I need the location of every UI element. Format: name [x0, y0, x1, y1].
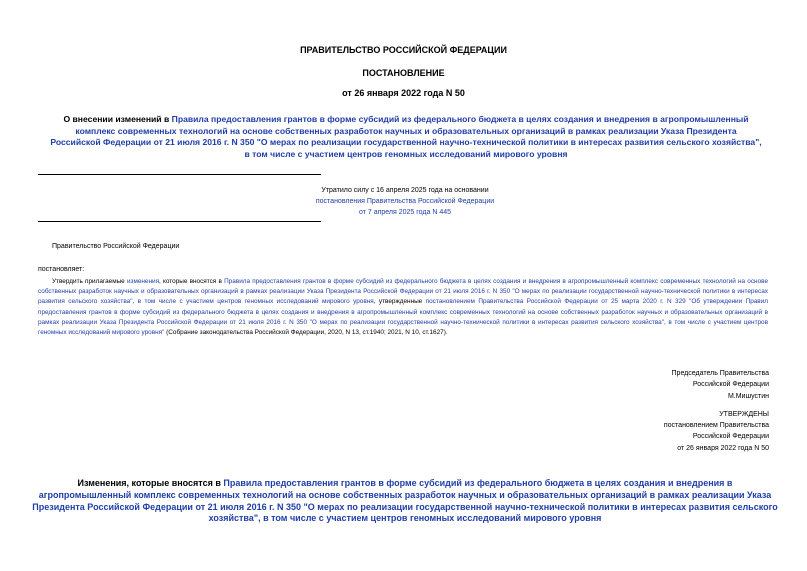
status-line: Утратило силу с 16 апреля 2025 года на основании — [321, 187, 489, 194]
resolution-paragraph — [38, 277, 768, 338]
divider-bottom — [38, 221, 321, 222]
changes-title-rules-link[interactable]: Правила предоставления грантов в форме субсидий из федерального бюджета в целях создания и внедрения в агропромышленный комплекс современных технологий на основе собственных разработок научных и образовательных организаций в рамках реализации Указа Президента Российской Федерации от 21 июля 2016 г. N 350 "О мерах по реализации государственной научно-технической политики в интересах развития сельского хозяйства", в том числе с участием центров геномных исследований мирового уровня — [32, 478, 778, 524]
paragraph-text: (Собрание законодательства Российской Федерации, 2020, N 13, ст.1940; 2021, N 10, ст.1627). — [164, 329, 448, 337]
decree-329-link[interactable]: постановлением Правительства Российской Федерации от 25 марта 2020 г. N 329 "Об утверждении Правил предоставления грантов в форме субсидий из федерального бюджета в целях создания и внедрения в агропромышленный комплекс современных технологий на основе собственных разработок научных и образовательных организаций в рамках реализации Указа Президента Российской Федерации от 21 июля 2016 г. N 350 "О мерах по реализации государственной научно-технической политики в интересах развития сельского хозяйства", в том числе с участием центров геномных исследований мирового уровня" — [38, 298, 768, 337]
government-heading: ПРАВИТЕЛЬСТВО РОССИЙСКОЙ ФЕДЕРАЦИИ — [300, 45, 507, 55]
document-type: ПОСТАНОВЛЕНИЕ — [362, 68, 445, 78]
status-decree-date-link[interactable]: от 7 апреля 2025 года N 445 — [358, 209, 452, 216]
changes-link[interactable]: изменения — [126, 278, 160, 285]
signature-title: Председатель Правительства — [671, 370, 769, 377]
resolves-line: постановляет: — [38, 266, 85, 273]
status-note — [280, 185, 530, 218]
rules-link[interactable]: Правила предоставления грантов в форме субсидий из федерального бюджета в целях создания и внедрения в агропромышленный комплекс современных технологий на основе собственных разработок научных и образовательных организаций в рамках реализации Указа Президента Российской Федерации от 21 июля 2016 г. N 350 "О мерах по реализации государственной научно-технической политики в интересах развития сельского хозяйства", в том числе с участием центров геномных исследований мирового уровня — [38, 278, 768, 306]
approval-date: от 26 января 2022 года N 50 — [677, 444, 769, 452]
document-date-number: от 26 января 2022 года N 50 — [342, 88, 465, 98]
government-line: Правительство Российской Федерации — [52, 243, 180, 250]
subject-prefix: О внесении изменений в — [63, 114, 172, 124]
approval-block — [569, 409, 769, 454]
signature-title-2: Российской Федерации — [692, 381, 769, 389]
divider-top — [38, 174, 321, 175]
approval-heading: УТВЕРЖДЕНЫ — [719, 411, 769, 418]
paragraph-text: Утвердить прилагаемые — [52, 278, 127, 285]
signature-name: М.Мишустин — [727, 392, 769, 400]
changes-title-prefix: Изменения, которые вносятся в — [77, 478, 224, 488]
signature-block — [569, 368, 769, 402]
changes-title — [30, 478, 780, 525]
approval-line: Российской Федерации — [692, 433, 769, 441]
status-decree-link[interactable]: постановления Правительства Российской Федерации — [315, 198, 495, 205]
paragraph-text: , утвержденные — [373, 298, 426, 306]
document-subject — [50, 114, 762, 161]
subject-rules-link[interactable]: Правила предоставления грантов в форме субсидий из федерального бюджета в целях создания и внедрения в агропромышленный комплекс современных технологий на основе собственных разработок научных и образовательных организаций в рамках реализации Указа Президента Российской Федерации от 21 июля 2016 г. N 350 "О мерах по реализации государственной научно-технической политики в интересах развития сельского хозяйства", в том числе с участием центров геномных исследований мирового уровня — [50, 114, 762, 160]
approval-line: постановлением Правительства — [663, 422, 769, 430]
paragraph-text: , которые вносятся в — [159, 278, 225, 285]
